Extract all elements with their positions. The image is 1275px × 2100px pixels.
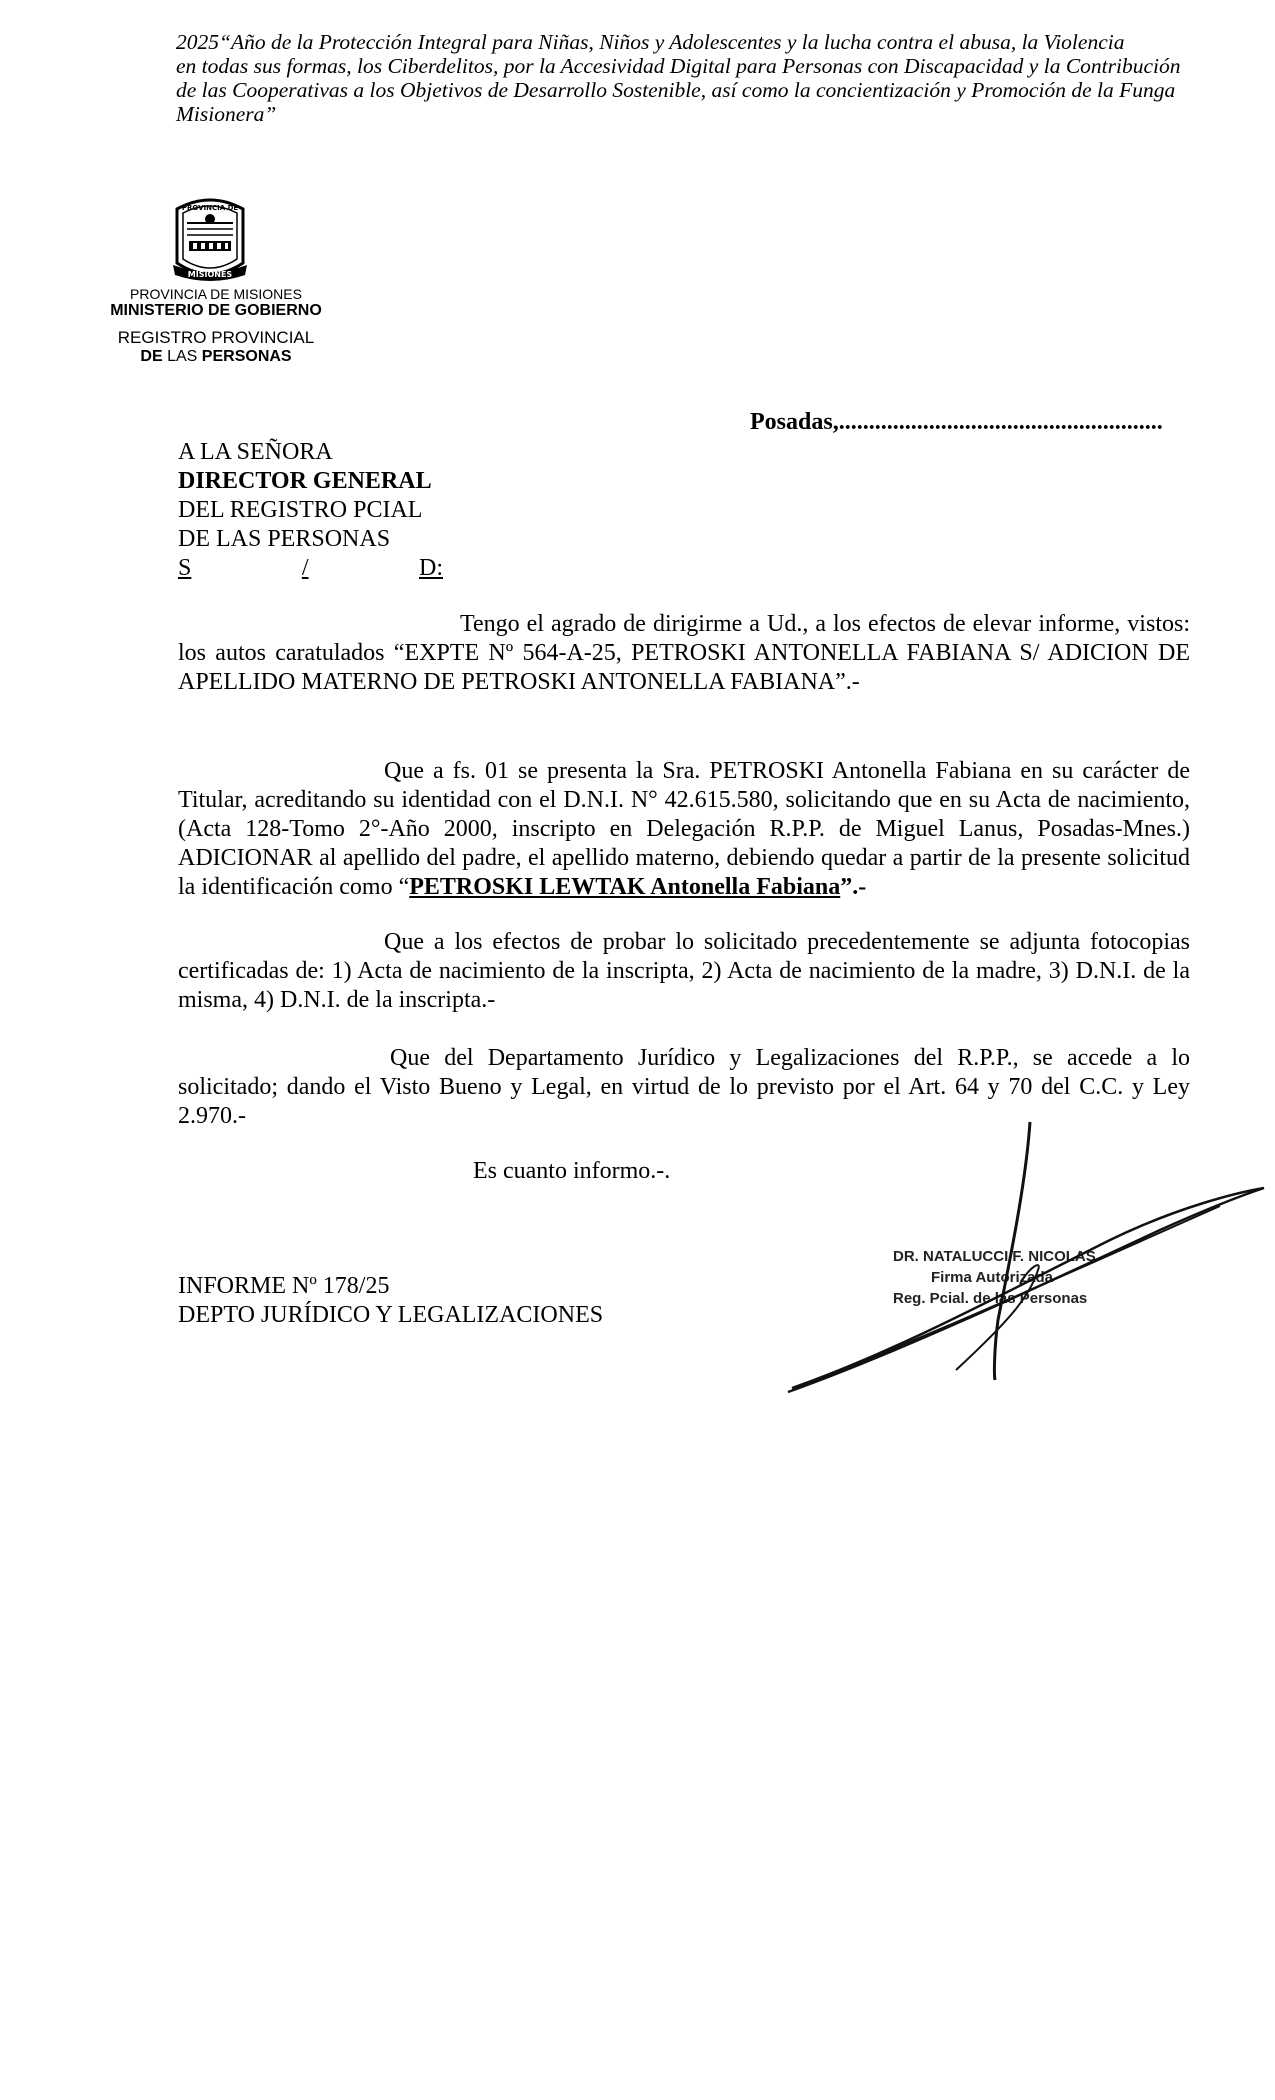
stamp-name: DR. NATALUCCI F. NICOLAS — [893, 1248, 1096, 1265]
motto-line: en todas sus formas, los Ciberdelitos, por la Accesividad Digital para Personas con Discapacidad y la Contribución — [176, 54, 1181, 78]
requested-name: PETROSKI LEWTAK Antonella Fabiana — [409, 874, 841, 900]
logo-bottom-text: MISIONES — [187, 270, 233, 279]
motto-line: Misionera” — [176, 102, 277, 126]
motto-line: 2025“Año de la Protección Integral para Niñas, Niños y Adolescentes y la lucha contra el abusa, la Violencia — [176, 30, 1125, 54]
report-department: DEPTO JURÍDICO Y LEGALIZACIONES — [178, 1302, 604, 1328]
addressee-title: DIRECTOR GENERAL — [178, 468, 432, 494]
report-info — [178, 1272, 603, 1330]
org-las: LAS — [167, 348, 198, 365]
place-date: Posadas,...................................................... — [750, 409, 1163, 435]
org-ministry: MINISTERIO DE GOBIERNO — [110, 302, 322, 319]
sd-line — [178, 554, 443, 583]
addressee-line: DE LAS PERSONAS — [178, 526, 391, 552]
handwritten-signature — [780, 1120, 1270, 1400]
paragraph-intro: Tengo el agrado de dirigirme a Ud., a los efectos de elevar informe, vistos: los autos caratulados “EXPTE Nº 564-A-25, PETROSKI ANTONELLA FABIANA S/ ADICION DE APELLIDO MATERNO DE PETROSKI ANTONELLA FABIANA”.- — [178, 611, 1190, 695]
paragraph-request — [178, 757, 1190, 902]
org-province: PROVINCIA DE MISIONES — [130, 286, 302, 302]
sd-slash: / — [301, 555, 309, 581]
header-motto — [176, 30, 1181, 126]
org-personas: PERSONAS — [201, 348, 292, 365]
province-coat-of-arms-logo — [165, 193, 255, 283]
stamp-office: Reg. Pcial. de las Personas — [893, 1290, 1088, 1307]
motto-line: de las Cooperativas a los Objetivos de Desarrollo Sostenible, así como la concientización y Promoción de la Funga — [176, 78, 1176, 102]
paragraph-attachments: Que a los efectos de probar lo solicitado precedentemente se adjunta fotocopias certificadas de: 1) Acta de nacimiento de la inscripta, 2) Acta de nacimiento de la madre, 3) D.N.I. de la misma, 4) D.N.I. de la inscripta.- — [178, 929, 1190, 1013]
report-number: INFORME Nº 178/25 — [178, 1273, 390, 1299]
addressee-line: A LA SEÑORA — [178, 439, 333, 465]
org-de: DE — [140, 348, 163, 365]
sd-s: S — [178, 555, 192, 581]
org-registry-persons — [96, 348, 336, 366]
addressee-block — [178, 438, 443, 583]
addressee-line: DEL REGISTRO PCIAL — [178, 497, 423, 523]
logo-top-text: PROVINCIA DE — [181, 204, 239, 212]
request-text: Que a fs. 01 se presenta la Sra. PETROSKI Antonella Fabiana en su carácter de Titular, acreditando su identidad con el D.N.I. N° 42.615.580, solicitando que en su Acta de nacimiento, (Acta 128-Tomo 2°-Año 2000, inscripto en Delegación R.P.P. de Miguel Lanus, Posadas-Mnes.) ADICIONAR al apellido del padre, el apellido materno, debiendo quedar a partir de la presente solicitud la identificación como “ — [178, 758, 1190, 900]
paragraph-legal: Que del Departamento Jurídico y Legalizaciones del R.P.P., se accede a lo solicitado; dando el Visto Bueno y Legal, en virtud de lo previsto por el Art. 64 y 70 del C.C. y Ley 2.970.- — [178, 1045, 1190, 1129]
org-registry: REGISTRO PROVINCIAL — [117, 328, 315, 347]
stamp-role: Firma Autorizada — [931, 1269, 1053, 1286]
sd-d: D: — [419, 555, 443, 581]
closing-line: Es cuanto informo.-. — [473, 1158, 671, 1184]
request-end: ”.- — [840, 874, 867, 900]
